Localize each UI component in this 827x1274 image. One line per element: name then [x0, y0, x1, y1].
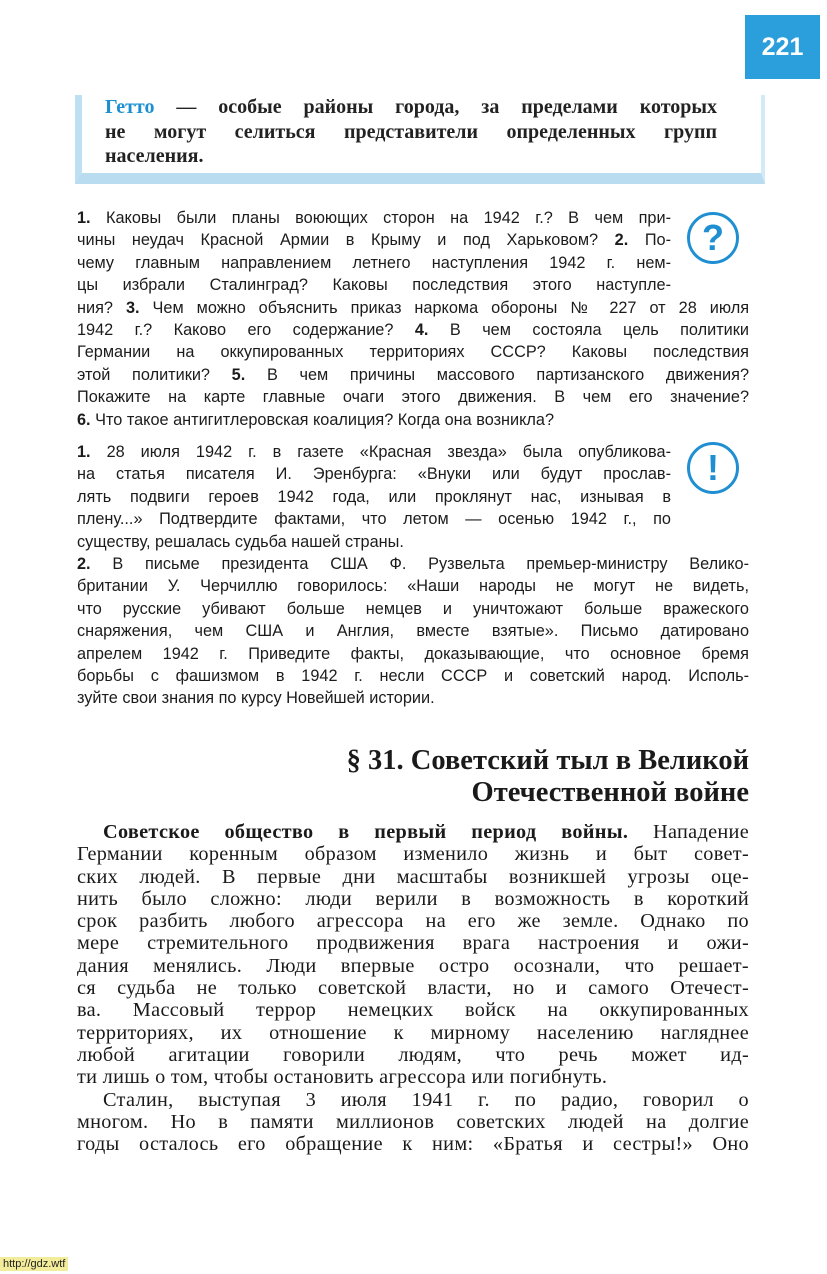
text: апрелем 1942 г. Приведите факты, доказывающие, что основное бремя	[77, 644, 749, 663]
definition-box	[75, 95, 765, 184]
text-line	[77, 932, 749, 954]
text: годы осталось его обращение к ним: «Братья и сестры!» Оно	[77, 1133, 749, 1156]
text: борьбы с фашизмом в 1942 г. несли СССР и советский народ. Исполь-	[77, 667, 749, 686]
text: лять подвиги героев 1942 года, или проклянут нас, изнывая в	[77, 487, 671, 506]
text-line	[77, 866, 749, 888]
definition-line: населения.	[105, 145, 204, 167]
text: зуйте свои знания по курсу Новейшей истории.	[77, 689, 435, 708]
text-line	[77, 508, 671, 530]
text: По-	[628, 231, 671, 250]
text: снаряжения, чем США и Англия, вместе взятые». Письмо датировано	[77, 622, 749, 641]
text-line	[77, 643, 749, 665]
text-line	[77, 1111, 749, 1133]
section-heading	[347, 745, 749, 809]
text-line	[77, 229, 671, 251]
text-line	[77, 341, 749, 363]
text: Покажите на карте главные очаги этого движения. В чем его значение?	[77, 388, 749, 407]
text: этой политики?	[77, 365, 232, 384]
text-line	[77, 665, 749, 687]
section-title-line: § 31. Советский тыл в Великой	[346, 745, 749, 776]
text-line	[77, 274, 671, 296]
question-mark-icon: ?	[687, 212, 739, 264]
text-line	[77, 531, 671, 553]
text: В письме президента США Ф. Рузвельта премьер-министру Велико-	[90, 555, 749, 574]
text: ских людей. В первые дни масштабы возникшей угрозы оце-	[77, 865, 749, 888]
text: нить было сложно: люди верили в возможность в короткий	[77, 887, 749, 910]
text-line	[77, 1133, 749, 1155]
bold-text: 2.	[77, 555, 91, 574]
bold-text: 3.	[125, 298, 140, 317]
text-line	[77, 999, 749, 1021]
watermark: http://gdz.wtf	[0, 1257, 68, 1271]
text: ся судьба не только советской власти, но и самого Отечест-	[77, 977, 749, 1000]
text-line	[77, 888, 749, 910]
section-body	[77, 821, 749, 1155]
text-line	[77, 1089, 749, 1111]
text: многом. Но в памяти миллионов советских людей на долгие	[77, 1110, 749, 1133]
text: чины неудач Красной Армии в Крыму и под Харьковом?	[77, 231, 615, 250]
text-line	[77, 821, 749, 843]
text-line	[77, 598, 749, 620]
text: что русские убивают больше немцев и уничтожают больше вражеского	[77, 599, 749, 618]
text-line	[77, 252, 671, 274]
bold-text: 5.	[231, 365, 246, 384]
text: существу, решалась судьба нашей страны.	[77, 532, 404, 551]
text: Чем можно объяснить приказ наркома обороны № 227 от 28 июля	[139, 298, 750, 317]
section-title-line: Отечественной войне	[471, 777, 749, 808]
definition-line	[105, 95, 717, 120]
text: 1942 г.? Каково его содержание?	[77, 321, 415, 340]
text-line	[77, 297, 749, 319]
text-line	[77, 1066, 749, 1088]
definition-line: не могут селиться представители определенных групп	[105, 120, 717, 143]
exclamation-mark-icon: !	[687, 442, 739, 494]
text-line	[77, 620, 749, 642]
tasks	[77, 441, 749, 710]
text: ти лишь о том, чтобы остановить агрессора или погибнуть.	[77, 1066, 608, 1089]
text-line	[77, 687, 749, 709]
review-questions	[77, 207, 749, 431]
text: дания менялись. Люди впервые остро осознали, что решает-	[77, 954, 749, 977]
bold-text: 6.	[77, 410, 91, 429]
text-line	[77, 409, 749, 431]
text: территориях, их отношение к мирному населению нагляднее	[77, 1021, 749, 1044]
text: любой агитации говорили людям, что речь может ид-	[77, 1043, 749, 1066]
text-line	[77, 441, 671, 463]
text: на статья писателя И. Эренбурга: «Внуки или будут прослав-	[77, 465, 671, 484]
text: британии У. Черчиллю говорилось: «Наши народы не могут не видеть,	[77, 577, 749, 596]
text-line	[77, 575, 749, 597]
text: 28 июля 1942 г. в газете «Красная звезда» была опубликова-	[90, 443, 671, 461]
text-line	[77, 843, 749, 865]
text: В чем состояла цель политики	[428, 321, 749, 340]
text: чему главным направлением летнего наступления 1942 г. нем-	[77, 253, 671, 272]
text: срок разбить любого агрессора на его же земле. Однако по	[77, 910, 749, 933]
text-line	[77, 1044, 749, 1066]
text: Сталин, выступая 3 июля 1941 г. по радио, говорил о	[103, 1088, 749, 1111]
text-line	[77, 463, 671, 485]
text-line	[77, 977, 749, 999]
text-line	[77, 1022, 749, 1044]
text: В чем причины массового партизанского движения?	[245, 365, 749, 384]
bold-text: 2.	[614, 231, 629, 250]
text-line	[77, 486, 671, 508]
text: Нападение	[628, 821, 749, 843]
text: ния?	[77, 298, 126, 317]
bold-text: 1.	[77, 209, 91, 227]
text: Что такое антигитлеровская коалиция? Когда она возникла?	[90, 410, 555, 429]
text: Каковы были планы воюющих сторон на 1942 г.? В чем при-	[90, 209, 671, 227]
text: Германии на оккупированных территориях СССР? Каковы последствия	[77, 343, 749, 362]
bold-text: 4.	[414, 321, 429, 340]
text: плену...» Подтвердите фактами, что летом — осенью 1942 г., по	[77, 510, 671, 529]
text-line	[77, 910, 749, 932]
definition-text: — особые районы города, за пределами которых	[176, 96, 718, 118]
text-line	[77, 955, 749, 977]
text-line	[77, 364, 749, 386]
text-line	[77, 386, 749, 408]
text: ва. Массовый террор немецких войск на оккупированных	[77, 999, 749, 1022]
definition-term: Гетто	[105, 96, 155, 118]
bold-text: 1.	[77, 443, 91, 461]
text: цы избрали Сталинград? Каковы последствия этого наступле-	[77, 276, 671, 295]
bold-text: Советское общество в первый период войны.	[103, 821, 629, 843]
text: Германии коренным образом изменило жизнь и быт совет-	[77, 843, 749, 866]
page-number: 221	[745, 15, 820, 79]
text: мере стремительного продвижения врага настроения и ожи-	[77, 932, 749, 955]
text-line	[77, 319, 749, 341]
text-line	[77, 207, 671, 229]
text-line	[77, 553, 749, 575]
